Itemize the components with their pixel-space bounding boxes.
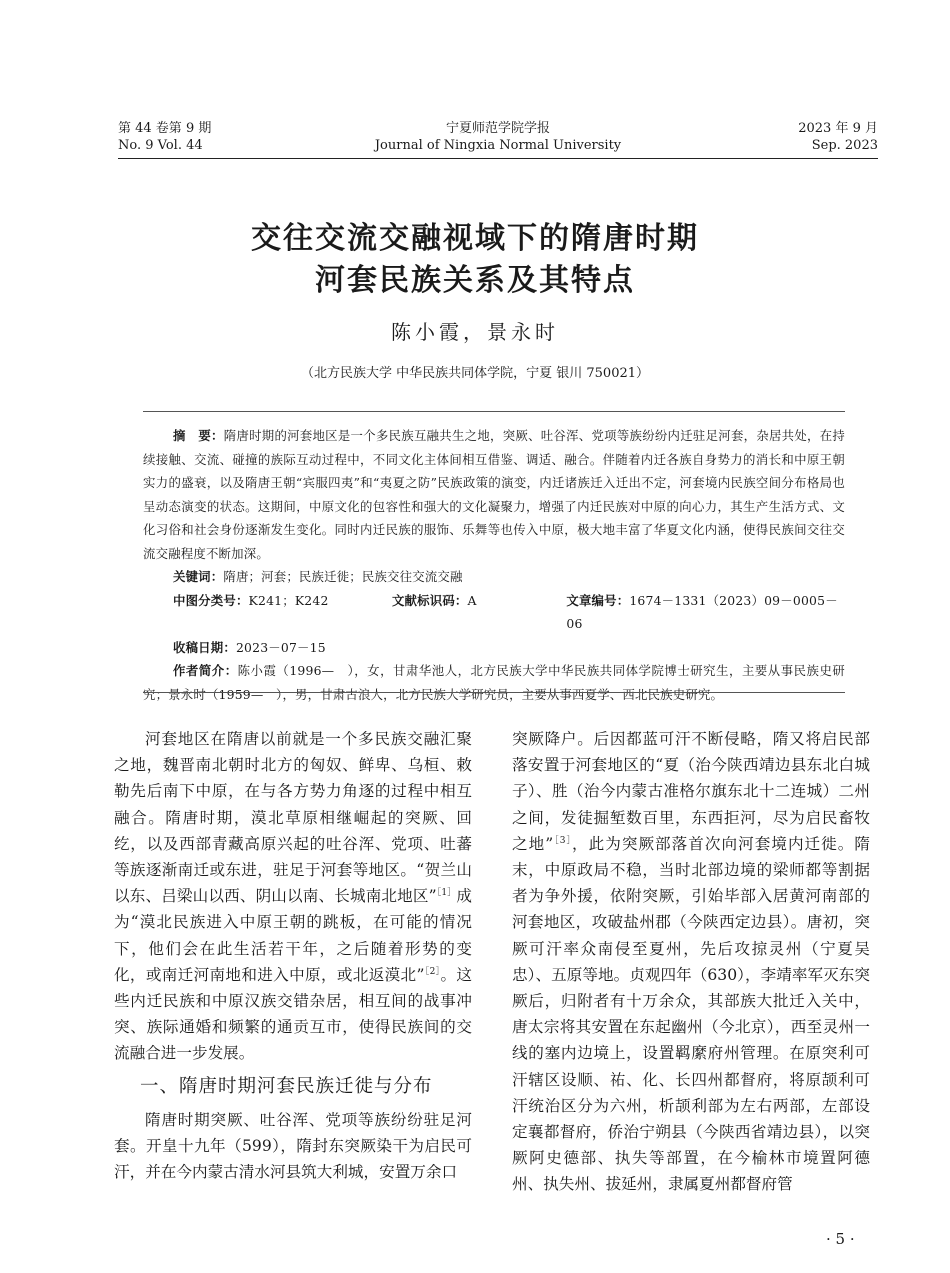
title-line-2: 河套民族关系及其特点	[315, 263, 635, 298]
header-volume-cn: 第 44 卷第 9 期	[118, 121, 212, 136]
keywords-line	[143, 565, 845, 589]
body-text: 成为“漠北民族进入中原王朝的跳板，在可能的情况下，他们会在此生活若干年，之后随着形势的变化，或南迁河南地和进入中原，或北返漠北”	[114, 887, 472, 984]
abstract-label: 摘 要：	[173, 428, 224, 443]
body-text: 。这些内迁民族和中原汉族交错杂居，相互间的战事冲突、族际通婚和频繁的通贡互市，使得民族间的交流融合进一步发展。	[114, 965, 472, 1063]
clc-label: 中图分类号：	[173, 592, 249, 608]
clc-field	[173, 589, 392, 636]
received-value: 2023－07－15	[235, 639, 326, 655]
title-line-1: 交往交流交融视域下的隋唐时期	[251, 221, 699, 256]
author-affiliation: （北方民族大学 中华民族共同体学院，宁夏 银川 750021）	[300, 366, 650, 381]
abstract-bottom-rule	[143, 692, 845, 693]
header-date-en: Sep. 2023	[811, 138, 878, 153]
received-label: 收稿日期：	[173, 639, 236, 655]
body-paragraph-1	[114, 726, 472, 1067]
body-text: 突厥降户。后因都蓝可汗不断侵略，隋又将启民部落安置于河套地区的“夏（治今陕西靖边县东北白城子）、胜（治今内蒙古准格尔旗东北十二连城）二州之间，发徒掘堑数百里，东西拒河，尽为启民畜牧之地”	[512, 730, 870, 853]
article-number-value: 1674－1331（2023）09－0005－06	[566, 592, 838, 631]
header-rule	[118, 158, 878, 159]
bio-text: 陈小霞（1996— ），女，甘肃华池人，北方民族大学中华民族共同体学院博士研究生，主要从事民族史研究；景永时（1959— ），男，甘肃古浪人，北方民族大学研究员，主要从事西夏学、西北民族史研究。	[143, 663, 845, 702]
doccode-value: A	[467, 592, 477, 608]
doccode-label: 文献标识码：	[391, 592, 468, 608]
body-paragraph-continued	[512, 726, 870, 1198]
page-number: · 5 ·	[826, 1230, 855, 1248]
article-title	[0, 218, 950, 302]
section-heading-1: 一、隋唐时期河套民族迁徙与分布	[140, 1075, 433, 1097]
citation-1: ［1］	[436, 888, 457, 899]
citation-3: ［3］	[553, 835, 572, 846]
article-number-label: 文章编号：	[566, 592, 630, 608]
article-number-field	[566, 589, 845, 636]
citation-2: ［2］	[424, 966, 441, 977]
body-text: ，此为突厥部落首次向河套境内迁徙。隋末，中原政局不稳，当时北部边境的梁师都等割据者为争外援，依附突厥，引始毕部入居黄河南部的河套地区，攻破盐州郡（今陕西定边县）。唐初，突厥可汗率众南侵至夏州，先后攻掠灵州（宁夏吴忠）、五原等地。贞观四年（630），李靖率军灭东突厥后，归附者有十万余众，其部族大批迁入关中，唐太宗将其安置在东起幽州（今北京），西至灵州一线的塞内边境上，设置羁縻府州管理。在原突利可汗辖区设顺、祐、化、长四州都督府，将原颉利可汗统治区分为六州，析颉利部为左右两部，左部设定襄都督府，侨治宁朔县（今陕西省靖边县），以突厥阿史德部、执失等部置，在今榆林市境置阿德州、执失州、拔延州，隶属夏州都督府管	[512, 834, 870, 1194]
keywords-text: 隋唐；河套；民族迁徙；民族交往交流交融	[223, 569, 463, 584]
header-journal-cn: 宁夏师范学院学报	[445, 121, 550, 136]
bio-label: 作者简介：	[173, 663, 238, 678]
header-journal	[118, 120, 878, 154]
running-header	[118, 120, 878, 160]
abstract-top-rule	[143, 411, 845, 412]
header-volume-en: No. 9 Vol. 44	[118, 138, 203, 153]
doccode-field	[392, 589, 566, 636]
body-paragraph-2: 隋唐时期突厥、吐谷浑、党项等族纷纷驻足河套。开皇十九年（599），隋封东突厥染干为启民可汗，并在今内蒙古清水河县筑大利城，安置万余口	[114, 1110, 472, 1182]
keywords-label: 关键词：	[173, 569, 224, 584]
author-names: 陈小霞，景永时	[391, 320, 559, 344]
header-date	[798, 120, 878, 154]
author-bio	[143, 659, 845, 706]
abstract-text: 隋唐时期的河套地区是一个多民族互融共生之地，突厥、吐谷浑、党项等族纷纷内迁驻足河套，杂居共处，在持续接触、交流、碰撞的族际互动过程中，不同文化主体间相互借鉴、调适、融合。伴随着内迁各族自身势力的消长和中原王朝实力的盛衰，以及隋唐王朝“宾服四夷”和“夷夏之防”民族政策的演变，内迁诸族迁入迁出不定，河套境内民族空间分布格局也呈动态演变的状态。这期间，中原文化的包容性和强大的文化凝聚力，增强了内迁民族对中原的向心力，其生产生活方式、文化习俗和社会身份逐渐发生变化。同时内迁民族的服饰、乐舞等也传入中原，极大地丰富了华夏文化内涵，使得民族间交往交流交融程度不断加深。	[143, 428, 845, 561]
body-left-column	[114, 726, 472, 1185]
header-date-cn: 2023 年 9 月	[798, 121, 878, 136]
abstract-block	[143, 424, 845, 706]
received-line	[143, 636, 845, 660]
body-right-column	[512, 726, 870, 1198]
body-text: 河套地区在隋唐以前就是一个多民族交融汇聚之地，魏晋南北朝时北方的匈奴、鲜卑、乌桓、敕勒先后南下中原，在与各方势力角逐的过程中相互融合。隋唐时期，漠北草原相继崛起的突厥、回纥，以及西部青藏高原兴起的吐谷浑、党项、吐蕃等族逐渐南迁或东进，驻足于河套等地区。“贺兰山以东、吕梁山以西、阴山以南、长城南北地区”	[114, 730, 472, 906]
header-journal-en: Journal of Ningxia Normal University	[374, 138, 622, 153]
abstract-paragraph	[143, 424, 845, 565]
classification-line	[143, 589, 845, 636]
clc-value: K241；K242	[248, 592, 329, 608]
